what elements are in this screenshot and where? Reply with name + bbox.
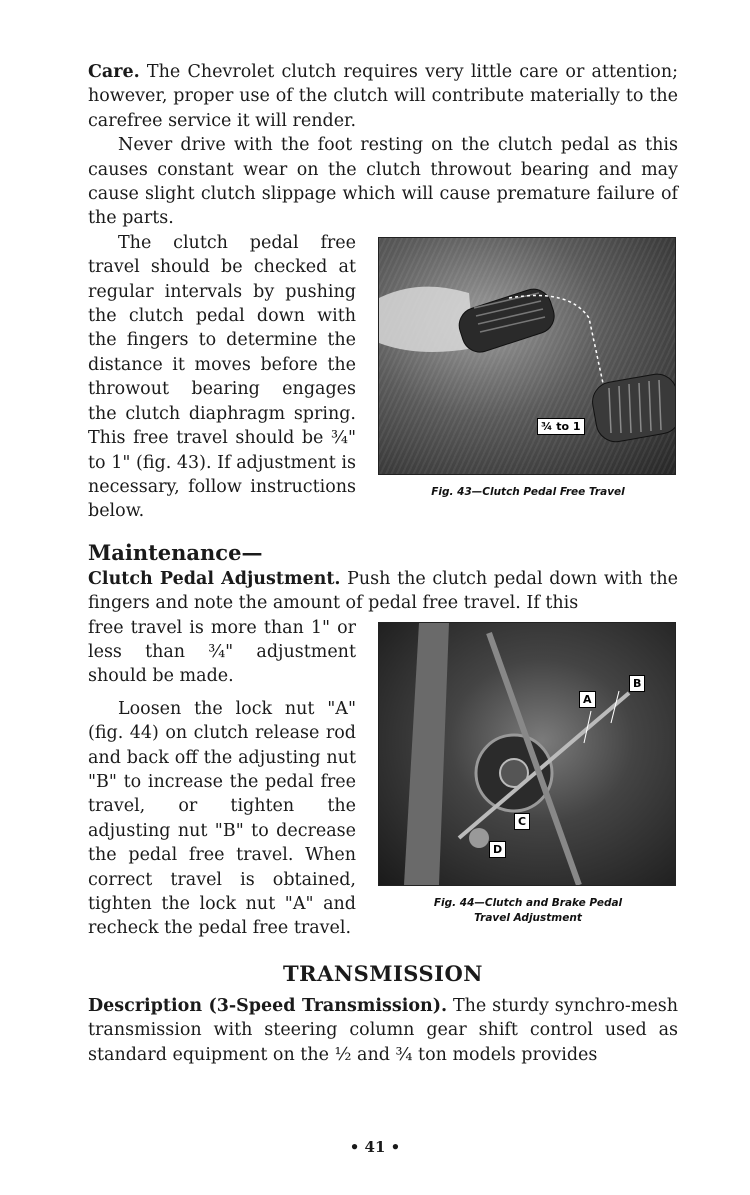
adjustment-lead: Clutch Pedal Adjustment. xyxy=(88,568,341,589)
figure-44-caption-line2: Travel Adjustment xyxy=(474,911,582,924)
figure-44-caption-line1: Fig. 44—Clutch and Brake Pedal xyxy=(433,896,623,909)
transmission-paragraph xyxy=(88,994,678,1067)
part-c-label: C xyxy=(514,813,530,830)
free-travel-paragraph: The clutch pedal free travel should be checked at regular intervals by pushing the clutch pedal down with the fingers to determine the distance it moves before the throwout bearing engages the clutch diaphragm spring. This free travel should be ¾" to 1" (fig. 43). If adjustment is necessary, follow instructions below. xyxy=(88,232,356,522)
page-number: • 41 • xyxy=(349,1138,401,1156)
figure-43 xyxy=(378,237,678,524)
figure-44 xyxy=(378,622,678,941)
adjustment-intro-text: Push the clutch pedal down with the fingers and note the amount of pedal free travel. If this xyxy=(88,568,678,614)
free-travel-text-column xyxy=(88,231,356,524)
adjustment-intro-continued: free travel is more than 1" or less than ¾" adjustment should be made. xyxy=(88,617,356,687)
adjustment-text-column xyxy=(88,616,356,941)
maintenance-heading: Maintenance— xyxy=(88,539,263,565)
free-travel-section xyxy=(88,231,678,524)
part-d-label: D xyxy=(489,841,506,858)
adjustment-intro xyxy=(88,567,678,616)
pedal-linkage-illustration xyxy=(379,623,675,885)
figure-43-caption: Fig. 43—Clutch Pedal Free Travel xyxy=(431,485,625,498)
clutch-pedal-photo xyxy=(378,237,676,475)
adjustment-section xyxy=(88,616,678,941)
brake-pedal-photo xyxy=(378,622,676,886)
transmission-heading: TRANSMISSION xyxy=(283,960,483,986)
care-lead: Care. xyxy=(88,62,140,82)
care-text: The Chevrolet clutch requires very little care or attention; however, proper use of the clutch will contribute materially to the carefree service it will render. xyxy=(88,62,678,131)
figure-44-caption xyxy=(378,896,678,926)
care-paragraph xyxy=(88,60,678,133)
clutch-pedal-illustration xyxy=(379,238,675,474)
lock-nut-paragraph: Loosen the lock nut "A" (fig. 44) on clutch release rod and back off the adjusting nut "B" to increase the pedal free travel, or tighten the adjusting nut "B" to decrease the pedal free travel. When correct travel is obtained, tighten the lock nut "A" and recheck the pedal free travel. xyxy=(88,698,356,939)
transmission-lead: Description (3-Speed Transmission). xyxy=(88,995,448,1016)
manual-page xyxy=(88,60,678,1067)
free-travel-label: ¾ to 1 xyxy=(537,418,585,435)
transmission-text: The sturdy synchro-mesh transmission with steering column gear shift control used as standard equipment on the ½ and ¾ ton models provides xyxy=(88,995,678,1065)
adjusting-nut-b-label: B xyxy=(629,675,645,692)
foot-warning-paragraph: Never drive with the foot resting on the clutch pedal as this causes constant wear on the clutch throwout bearing and may cause slight clutch slippage which will cause premature failure of the parts. xyxy=(88,135,678,229)
lock-nut-a-label: A xyxy=(579,691,596,708)
